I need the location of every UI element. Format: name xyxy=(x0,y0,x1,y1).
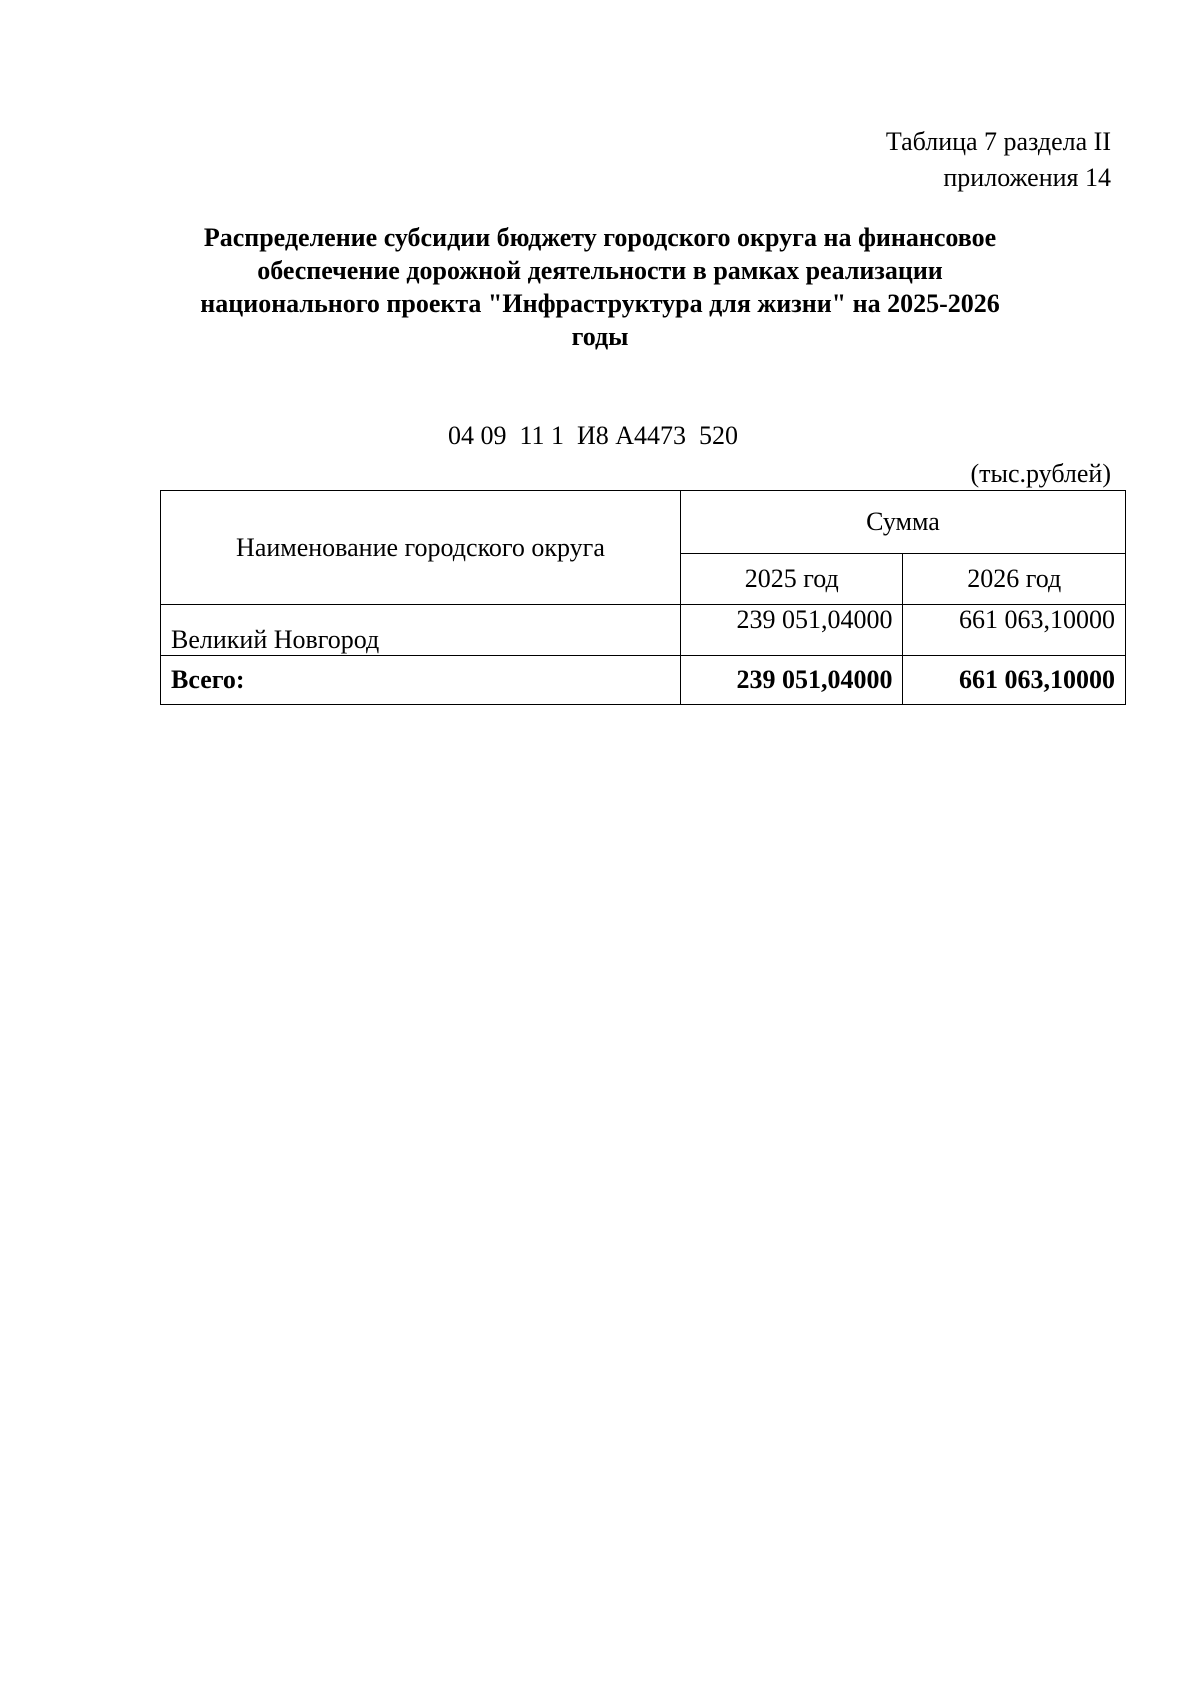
column-header-year-2026: 2026 год xyxy=(903,554,1126,605)
column-header-sum: Сумма xyxy=(680,491,1125,554)
table-reference xyxy=(886,124,1111,196)
title-line-3: национального проекта "Инфраструктура для жизни" на 2025-2026 xyxy=(200,289,1000,318)
total-2025-cell: 239 051,04000 xyxy=(680,656,903,705)
units-label: (тыс.рублей) xyxy=(970,459,1111,488)
table-reference-line-1: Таблица 7 раздела II xyxy=(885,127,1111,156)
total-2026-cell: 661 063,10000 xyxy=(903,656,1126,705)
title-line-2: обеспечение дорожной деятельности в рамках реализации xyxy=(257,256,943,285)
table-reference-line-2: приложения 14 xyxy=(943,163,1111,192)
title-line-1: Распределение субсидии бюджету городского округа на финансовое xyxy=(203,223,997,252)
column-header-district-name: Наименование городского округа xyxy=(161,491,681,605)
total-row xyxy=(161,656,1126,705)
amount-2025-cell: 239 051,04000 xyxy=(680,605,903,656)
amount-2026-cell: 661 063,10000 xyxy=(903,605,1126,656)
document-title xyxy=(160,221,1040,353)
table-row xyxy=(161,605,1126,656)
table-header-row xyxy=(161,491,1126,554)
budget-classification-code: 04 09 11 1 И8 А4473 520 xyxy=(447,421,739,450)
column-header-year-2025: 2025 год xyxy=(680,554,903,605)
subsidy-table xyxy=(160,490,1126,705)
total-label-cell: Всего: xyxy=(161,656,681,705)
title-line-4: годы xyxy=(571,322,629,351)
district-name-cell: Великий Новгород xyxy=(161,605,681,656)
